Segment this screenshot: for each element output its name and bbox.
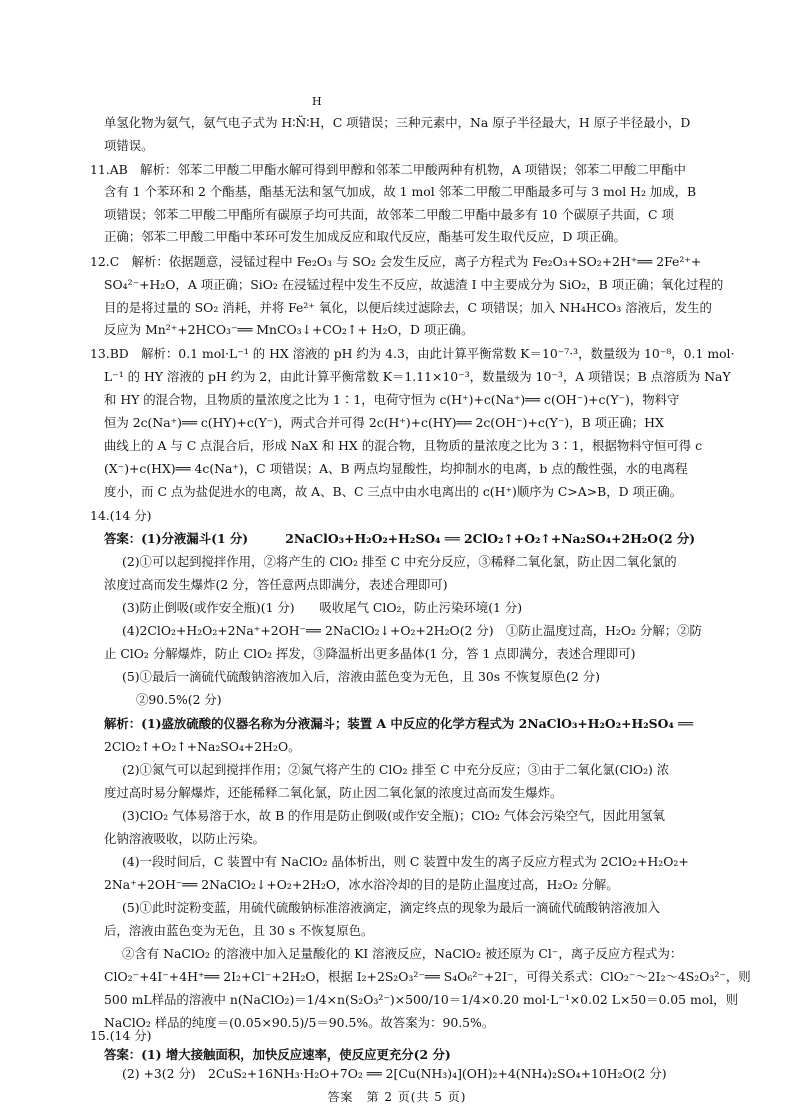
text-line: 13.BD 解析：0.1 mol·L⁻¹ 的 HX 溶液的 pH 约为 4.3，由此计算平衡常数 K＝10⁻⁷·³，数量级为 10⁻⁸，0.1 mol·: [90, 346, 735, 361]
text-line: (4)2ClO₂+H₂O₂+2Na⁺+2OH⁻══ 2NaClO₂↓+O₂+2H₂O(2 分) ①防止温度过高，H₂O₂ 分解；②防: [122, 623, 702, 638]
text-line: 反应为 Mn²⁺+2HCO₃⁻══ MnCO₃↓+CO₂↑+ H₂O，D 项正确。: [104, 322, 474, 337]
text-line: (5)①此时淀粉变蓝，用硫代硫酸钠标准溶液滴定，滴定终点的现象为最后一滴硫代硫酸钠溶液加入: [122, 900, 660, 915]
text-line: 正确；邻苯二甲酸二甲酯中苯环可发生加成反应和取代反应，酯基可发生取代反应，D 项正确。: [104, 229, 626, 244]
text-line: 度小，而 C 点为盐促进水的电离，故 A、B、C 三点中由水电离出的 c(H⁺)顺序为 C>A>B，D 项正确。: [104, 484, 683, 499]
text-line: 项错误；邻苯二甲酸二甲酯所有碳原子均可共面，故邻苯二甲酸二甲酯中最多有 10 个碳原子共面，C 项: [104, 207, 674, 222]
text-line: 2Na⁺+2OH⁻══ 2NaClO₂↓+O₂+2H₂O，冰水浴冷却的目的是防止温度过高，H₂O₂ 分解。: [104, 877, 619, 892]
text-line: 曲线上的 A 与 C 点混合后，形成 NaX 和 HX 的混合物，且物质的量浓度之比为 3∶1，根据物料守恒可得 c: [104, 438, 703, 453]
text-line: 解析：(1)盛放硫酸的仪器名称为分液漏斗；装置 A 中反应的化学方程式为 2NaClO₃+H₂O₂+H₂SO₄ ══: [104, 716, 694, 731]
text-line: SO₄²⁻+H₂O，A 项正确；SiO₂ 在浸锰过程中发生不反应，故滤渣 Ⅰ 中主要成分为 SiO₂，B 项正确；氧化过程的: [104, 277, 724, 292]
text-line: 和 HY 的混合物，且物质的量浓度之比为 1∶1，电荷守恒为 c(H⁺)+c(Na⁺)══ c(OH⁻)+c(Y⁻)，物料守: [104, 392, 680, 407]
text-line: 500 mL样品的溶液中 n(NaClO₂)＝1/4×n(S₂O₃²⁻)×500/10＝1/4×0.20 mol·L⁻¹×0.02 L×50＝0.05 mol，则: [104, 992, 738, 1007]
text-line: (4)一段时间后，C 装置中有 NaClO₂ 晶体析出，则 C 装置中发生的离子反应方程式为 2ClO₂+H₂O₂+: [122, 854, 689, 869]
text-line: L⁻¹ 的 HY 溶液的 pH 约为 2，由此计算平衡常数 K＝1.11×10⁻³，数量级为 10⁻³，A 项错误；B 点溶质为 NaY: [104, 369, 731, 384]
text-line: (3)防止倒吸(或作安全瓶)(1 分) 吸收尾气 ClO₂，防止污染环境(1 分): [122, 600, 523, 615]
text-line: (X⁻)+c(HX)══ 4c(Na⁺)，C 项错误；A、B 两点均显酸性，均抑制水的电离，b 点的酸性强，水的电离程: [104, 461, 688, 476]
text-line: 单氢化物为氨气，氨气电子式为 H∶N̈∶H，C 项错误；三种元素中，Na 原子半径最大，H 原子半径最小，D: [104, 115, 691, 130]
page-footer: 答案 第 2 页(共 5 页): [327, 1090, 467, 1104]
text-line: NaClO₂ 样品的纯度＝(0.05×90.5)/5＝90.5%。故答案为：90.5%。: [104, 1015, 495, 1030]
text-line: 11.AB 解析：邻苯二甲酸二甲酯水解可得到甲醇和邻苯二甲酸两种有机物，A 项错误；邻苯二甲酸二甲酯中: [90, 162, 686, 177]
text-line: 12.C 解析：依据题意，浸锰过程中 Fe₂O₃ 与 SO₂ 会发生反应，离子方程式为 Fe₂O₃+SO₂+2H⁺══ 2Fe²⁺+: [90, 254, 702, 269]
text-line: 恒为 2c(Na⁺)══ c(HY)+c(Y⁻)，两式合并可得 2c(H⁺)+c(HY)══ 2c(OH⁻)+c(Y⁻)，B 项正确；HX: [104, 415, 664, 430]
electron-formula-superscript-h: H: [312, 95, 322, 108]
text-line: ②90.5%(2 分): [136, 692, 222, 707]
text-line: 2ClO₂↑+O₂↑+Na₂SO₄+2H₂O。: [104, 739, 301, 754]
text-line: (3)ClO₂ 气体易溶于水，故 B 的作用是防止倒吸(或作安全瓶)；ClO₂ 气体会污染空气，因此用氢氧: [122, 808, 665, 823]
section-heading: 15.(14 分): [90, 1028, 152, 1043]
text-line: ClO₂⁻+4I⁻+4H⁺══ 2I₂+Cl⁻+2H₂O，根据 I₂+2S₂O₃²⁻══ S₄O₆²⁻+2I⁻，可得关系式：ClO₂⁻～2I₂～4S₂O₃²⁻，则: [104, 969, 751, 984]
text-line: 答案：(1)分液漏斗(1 分) 2NaClO₃+H₂O₂+H₂SO₄ ══ 2ClO₂↑+O₂↑+Na₂SO₄+2H₂O(2 分): [104, 531, 696, 546]
text-line: 化钠溶液吸收，以防止污染。: [104, 831, 266, 846]
text-line: (2)①氮气可以起到搅拌作用；②氮气将产生的 ClO₂ 排至 C 中充分反应；③由于二氧化氯(ClO₂) 浓: [122, 762, 670, 777]
text-line: 度过高时易分解爆炸，还能稀释二氧化氯，防止因二氧化氯的浓度过高而发生爆炸。: [104, 785, 563, 800]
section-heading: 14.(14 分): [90, 508, 152, 523]
text-line: 项错误。: [104, 138, 154, 153]
text-line: ②含有 NaClO₂ 的溶液中加入足量酸化的 KI 溶液反应，NaClO₂ 被还原为 Cl⁻，离子反应方程式为：: [122, 946, 683, 961]
text-line: 目的是将过量的 SO₂ 消耗，并将 Fe²⁺ 氧化，以便后续过滤除去，C 项错误；加入 NH₄HCO₃ 溶液后，发生的: [104, 300, 712, 315]
text-line: 答案：(1) 增大接触面积，加快反应速率，使反应更充分(2 分): [104, 1047, 451, 1062]
text-line: 后，溶液由蓝色变为无色，且 30 s 不恢复原色。: [104, 923, 374, 938]
text-line: 浓度过高而发生爆炸(2 分，答任意两点即满分，表述合理即可): [104, 577, 448, 592]
text-line: 含有 1 个苯环和 2 个酯基，酯基无法和氢气加成，故 1 mol 邻苯二甲酸二甲酯最多可与 3 mol H₂ 加成，B: [104, 184, 697, 199]
text-line: (2)①可以起到搅拌作用，②将产生的 ClO₂ 排至 C 中充分反应，③稀释二氧化氯，防止因二氧化氯的: [122, 554, 677, 569]
text-line: 止 ClO₂ 分解爆炸，防止 ClO₂ 挥发，③降温析出更多晶体(1 分，答 1 点即满分，表述合理即可): [104, 646, 636, 661]
text-line: (2) +3(2 分) 2CuS₂+16NH₃·H₂O+7O₂ ══ 2[Cu(NH₃)₄](OH)₂+4(NH₄)₂SO₄+10H₂O(2 分): [122, 1066, 667, 1081]
text-line: (5)①最后一滴硫代硫酸钠溶液加入后，溶液由蓝色变为无色，且 30s 不恢复原色(2 分): [122, 669, 600, 684]
